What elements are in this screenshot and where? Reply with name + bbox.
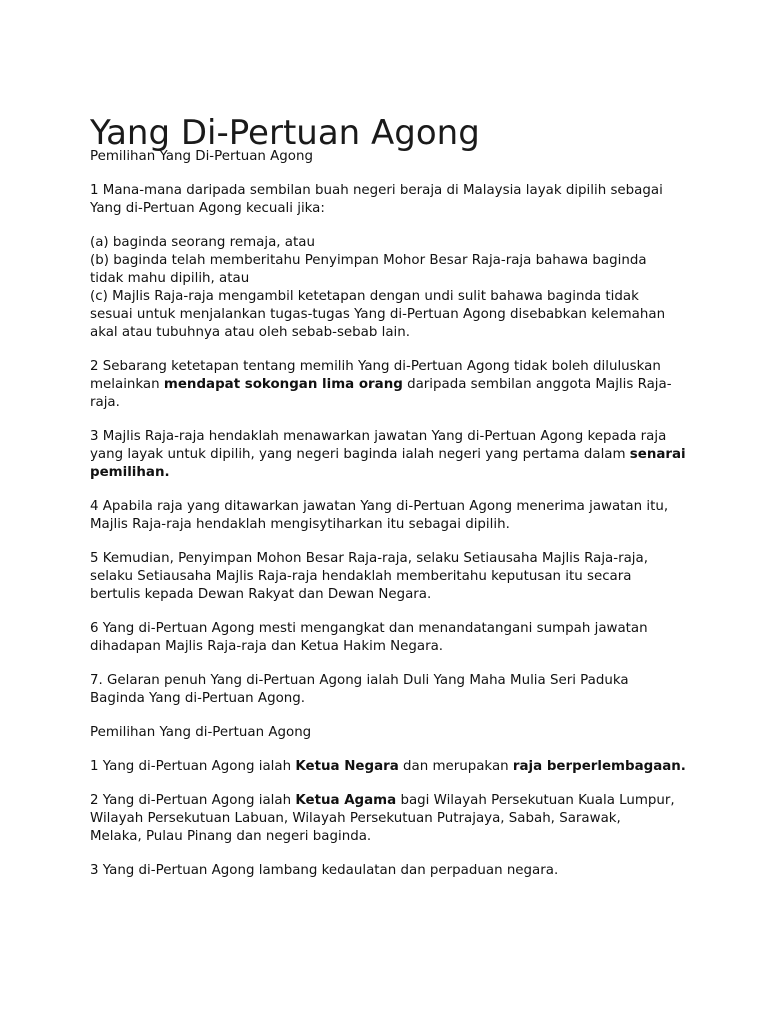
text-segment: Majlis Raja-raja hendaklah mengisytiharkan itu sebagai dipilih. <box>90 517 510 532</box>
text-line <box>90 810 690 828</box>
text-line <box>90 200 690 218</box>
text-segment: raja. <box>90 395 120 410</box>
text-segment: (a) baginda seorang remaja, atau <box>90 235 315 250</box>
text-segment: 7. Gelaran penuh Yang di-Pertuan Agong ialah Duli Yang Maha Mulia Seri Paduka <box>90 673 629 688</box>
text-segment: Baginda Yang di-Pertuan Agong. <box>90 691 306 706</box>
paragraph <box>90 498 690 534</box>
text-line <box>90 792 690 810</box>
text-segment: 6 Yang di-Pertuan Agong mesti mengangkat dan menandatangani sumpah jawatan <box>90 621 648 636</box>
bold-text: pemilihan. <box>90 465 170 480</box>
paragraph <box>90 792 690 846</box>
text-segment: 3 Yang di-Pertuan Agong lambang kedaulatan dan perpaduan negara. <box>90 863 559 878</box>
text-segment: 3 Majlis Raja-raja hendaklah menawarkan jawatan Yang di-Pertuan Agong kepada raja <box>90 429 667 444</box>
paragraph <box>90 234 690 342</box>
text-segment: Pemilihan Yang di-Pertuan Agong <box>90 725 312 740</box>
text-segment: akal atau tubuhnya atau oleh sebab-sebab lain. <box>90 325 411 340</box>
text-line <box>90 446 690 464</box>
text-segment: Pemilihan Yang Di-Pertuan Agong <box>90 149 313 164</box>
text-segment: selaku Setiausaha Majlis Raja-raja hendaklah memberitahu keputusan itu secara <box>90 569 632 584</box>
text-line <box>90 620 690 638</box>
text-line <box>90 288 690 306</box>
text-segment: 4 Apabila raja yang ditawarkan jawatan Yang di-Pertuan Agong menerima jawatan itu, <box>90 499 669 514</box>
text-segment: sesuai untuk menjalankan tugas-tugas Yang di-Pertuan Agong disebabkan kelemahan <box>90 307 666 322</box>
text-line <box>90 182 690 200</box>
text-segment: tidak mahu dipilih, atau <box>90 271 250 286</box>
text-line <box>90 498 690 516</box>
text-line <box>90 148 690 166</box>
text-segment: melainkan <box>90 377 164 392</box>
bold-text: Ketua Agama <box>295 793 397 808</box>
text-line <box>90 638 690 656</box>
text-segment: dan merupakan <box>398 759 513 774</box>
text-segment: 1 Yang di-Pertuan Agong ialah <box>90 759 296 774</box>
paragraph <box>90 620 690 656</box>
document-body <box>90 148 690 896</box>
text-segment: bagi Wilayah Persekutuan Kuala Lumpur, <box>396 793 675 808</box>
text-line <box>90 358 690 376</box>
paragraph <box>90 358 690 412</box>
text-segment: (c) Majlis Raja-raja mengambil ketetapan dengan undi sulit bahawa baginda tidak <box>90 289 639 304</box>
text-line <box>90 270 690 288</box>
text-line <box>90 464 690 482</box>
text-line <box>90 324 690 342</box>
text-segment: Wilayah Persekutuan Labuan, Wilayah Persekutuan Putrajaya, Sabah, Sarawak, <box>90 811 621 826</box>
text-line <box>90 234 690 252</box>
paragraph <box>90 672 690 708</box>
text-segment: 5 Kemudian, Penyimpan Mohon Besar Raja-raja, selaku Setiausaha Majlis Raja-raja, <box>90 551 648 566</box>
text-segment: 1 Mana-mana daripada sembilan buah negeri beraja di Malaysia layak dipilih sebagai <box>90 183 663 198</box>
text-segment: 2 Yang di-Pertuan Agong ialah <box>90 793 296 808</box>
text-line <box>90 394 690 412</box>
bold-text: raja berperlembagaan. <box>512 759 686 774</box>
text-segment: 2 Sebarang ketetapan tentang memilih Yang di-Pertuan Agong tidak boleh diluluskan <box>90 359 661 374</box>
text-line <box>90 550 690 568</box>
bold-text: Ketua Negara <box>295 759 399 774</box>
paragraph <box>90 182 690 218</box>
text-line <box>90 724 690 742</box>
paragraph <box>90 758 690 776</box>
text-segment: Melaka, Pulau Pinang dan negeri baginda. <box>90 829 372 844</box>
bold-text: mendapat sokongan lima orang <box>163 377 403 392</box>
text-line <box>90 516 690 534</box>
text-line <box>90 428 690 446</box>
text-line <box>90 376 690 394</box>
bold-text: senarai <box>629 447 686 462</box>
text-line <box>90 862 690 880</box>
text-segment: yang layak untuk dipilih, yang negeri baginda ialah negeri yang pertama dalam <box>90 447 630 462</box>
text-line <box>90 586 690 604</box>
paragraph <box>90 428 690 482</box>
text-line <box>90 306 690 324</box>
paragraph <box>90 148 690 166</box>
text-segment: Yang di-Pertuan Agong kecuali jika: <box>90 201 325 216</box>
text-segment: (b) baginda telah memberitahu Penyimpan Mohor Besar Raja-raja bahawa baginda <box>90 253 647 268</box>
text-segment: dihadapan Majlis Raja-raja dan Ketua Hakim Negara. <box>90 639 444 654</box>
paragraph <box>90 862 690 880</box>
text-line <box>90 252 690 270</box>
text-line <box>90 690 690 708</box>
text-line <box>90 568 690 586</box>
text-segment: bertulis kepada Dewan Rakyat dan Dewan Negara. <box>90 587 432 602</box>
text-line <box>90 758 690 776</box>
document-title: Yang Di-Pertuan Agong <box>90 112 480 153</box>
paragraph <box>90 724 690 742</box>
text-line <box>90 672 690 690</box>
text-line <box>90 828 690 846</box>
text-segment: daripada sembilan anggota Majlis Raja- <box>402 377 672 392</box>
paragraph <box>90 550 690 604</box>
